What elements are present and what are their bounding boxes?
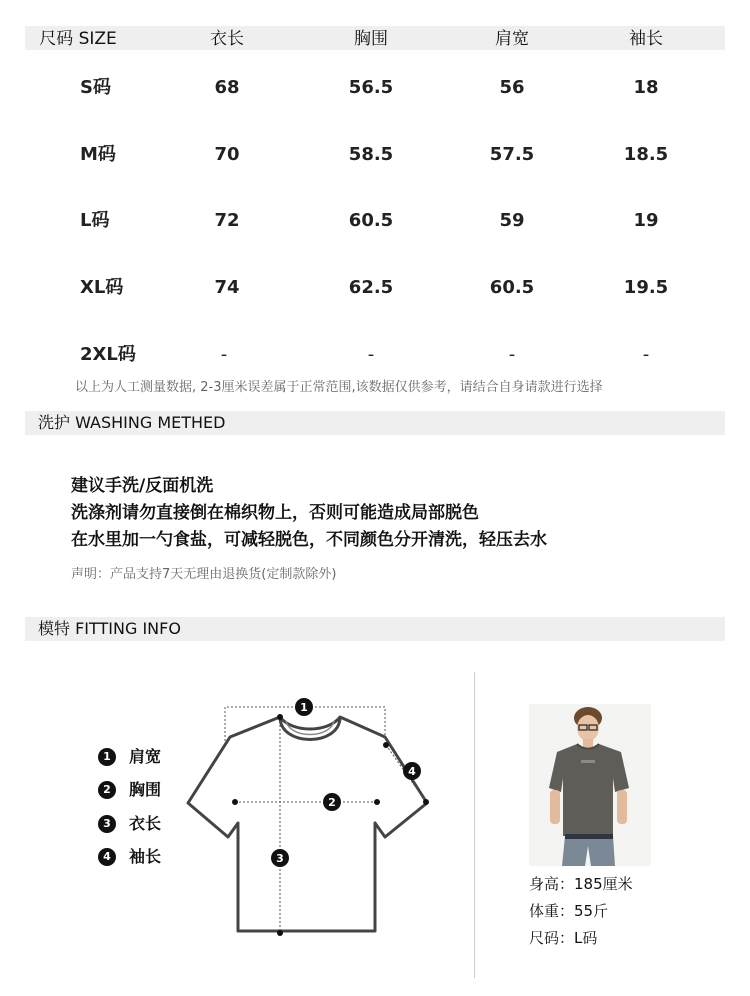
length-value: - [220,344,228,365]
size-label: S码 [80,77,111,98]
size-row-l [0,206,750,236]
care-line-1: 建议手洗/反面机洗 [71,476,214,496]
legend-number-3: 3 [98,815,116,833]
sleeve-value: 19.5 [623,277,669,298]
size-header-sleeve: 袖长 [629,29,663,49]
marker-3-text: 3 [276,852,284,865]
length-value: 70 [214,144,240,165]
legend-number-2: 2 [98,781,116,799]
marker-4 [403,762,421,780]
size-header-length: 衣长 [210,29,244,49]
size-header-size: 尺码 SIZE [39,29,117,49]
measure-dot [423,799,429,805]
size-row-s [0,73,750,103]
legend-label-chest: 胸围 [129,780,162,799]
sleeve-value: 18 [633,77,659,98]
model-height: 身高：185厘米 [529,875,633,893]
size-row-xl [0,273,750,303]
length-value: 72 [214,210,240,231]
model-photo [529,704,651,866]
shoulder-value: 57.5 [489,144,535,165]
size-header-chest: 胸围 [354,29,388,49]
size-row-2xl [0,340,750,370]
size-label: M码 [80,144,116,165]
measurement-note: 以上为人工测量数据, 2-3厘米误差属于正常范围,该数据仅供参考，请结合自身请款进行选择 [75,380,603,395]
size-label: XL码 [80,277,124,298]
measure-dot [383,742,389,748]
legend-label-sleeve: 袖长 [129,847,162,866]
measure-dot [374,799,380,805]
fitting-title: 模特 FITTING INFO [25,617,725,641]
legend-label-shoulder: 肩宽 [129,747,162,766]
size-label: L码 [80,210,110,231]
model-figure [529,704,651,866]
marker-2 [323,793,341,811]
length-value: 74 [214,277,240,298]
legend-number-4: 4 [98,848,116,866]
marker-1 [295,698,313,716]
measure-dot [277,930,283,936]
legend-label-length: 衣长 [129,814,162,833]
tshirt-measurement-diagram [180,695,440,945]
shoulder-value: 56 [499,77,525,98]
shoulder-value: - [508,344,516,365]
sleeve-value: 18.5 [623,144,669,165]
sleeve-value: 19 [633,210,659,231]
model-weight: 体重：55斤 [529,902,609,920]
care-line-3: 在水里加一勺食盐，可减轻脱色，不同颜色分开清洗，轻压去水 [71,530,547,550]
legend-number-1: 1 [98,748,116,766]
chest-value: 58.5 [348,144,394,165]
tshirt-outline [188,717,427,931]
marker-1-text: 1 [300,701,308,714]
sleeve-value: - [642,344,650,365]
care-line-2: 洗涤剂请勿直接倒在棉织物上，否则可能造成局部脱色 [71,503,479,523]
size-label: 2XL码 [80,344,136,365]
marker-2-text: 2 [328,796,336,809]
marker-3 [271,849,289,867]
measure-dot [277,714,283,720]
return-statement: 声明：产品支持7天无理由退换货(定制款除外) [71,567,337,582]
chest-value: 56.5 [348,77,394,98]
fitting-divider [474,672,475,978]
shoulder-value: 60.5 [489,277,535,298]
chest-value: - [367,344,375,365]
washing-title: 洗护 WASHING METHED [25,411,725,435]
length-value: 68 [214,77,240,98]
model-size: 尺码：L码 [529,929,598,947]
chest-value: 62.5 [348,277,394,298]
size-header-shoulder: 肩宽 [495,29,529,49]
chest-value: 60.5 [348,210,394,231]
shoulder-value: 59 [499,210,525,231]
size-row-m [0,140,750,170]
marker-4-text: 4 [408,765,416,778]
measure-dot [232,799,238,805]
